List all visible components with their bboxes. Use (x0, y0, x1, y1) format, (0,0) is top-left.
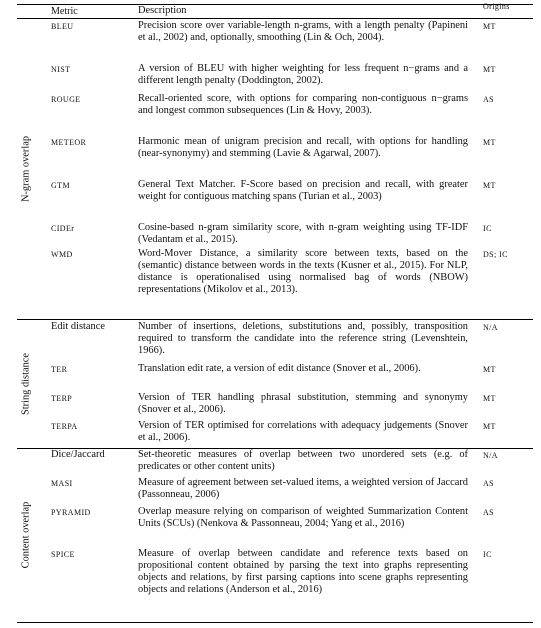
metric-origin: AS (483, 95, 495, 104)
group-label-ngram-overlap: N-gram overlap (20, 135, 32, 203)
metric-origin: MT (483, 365, 496, 374)
metric-origin: MT (483, 65, 496, 74)
metric-description: Overlap measure relying on comparison of weighted Summarization Content Units (SCUs) (Nenkova & Passonneau, 2004; Yang et al., 2016) (138, 506, 468, 529)
metric-name: BLEU (51, 22, 74, 31)
metric-origin: MT (483, 181, 496, 190)
metric-origin: N/A (483, 323, 498, 332)
metric-origin: IC (483, 550, 492, 559)
metric-description: General Text Matcher. F-Score based on precision and recall, with greater weight for contiguous matching spans (Turian et al., 2003) (138, 179, 468, 202)
metric-description: Measure of overlap between candidate and reference texts based on propositional content obtained by parsing the text into graphs representing objects and relations, by first parsing captions into scene graphs representing objects and relations (Anderson et al., 2016) (138, 548, 468, 595)
metric-origin: N/A (483, 451, 498, 460)
metric-name: Edit distance (51, 321, 105, 332)
header-metric: Metric (51, 6, 78, 17)
metric-description: Precision score over variable-length n-grams, with a length penalty (Papineni et al., 2002) and, optionally, smoothing (Lin & Och, 2004). (138, 20, 468, 43)
metric-description: Set-theoretic measures of overlap between two unordered sets (e.g. of predicates or other content units) (138, 449, 468, 472)
metric-description: Measure of agreement between set-valued items, a weighted version of Jaccard (Passonneau, 2006) (138, 477, 468, 500)
table-bottom-rule (17, 622, 533, 623)
metric-name: TERP (51, 394, 73, 403)
group-label-string-distance: String distance (20, 352, 32, 416)
metric-name: Dice/Jaccard (51, 449, 105, 460)
metric-name: METEOR (51, 138, 87, 147)
metric-origin: AS (483, 479, 495, 488)
metric-origin: AS (483, 508, 495, 517)
metric-origin: MT (483, 422, 496, 431)
metric-name: ROUGE (51, 95, 81, 104)
metric-name: PYRAMID (51, 508, 91, 517)
metric-description: Translation edit rate, a version of edit distance (Snover et al., 2006). (138, 363, 421, 374)
metric-name: WMD (51, 250, 73, 259)
metric-description: Version of TER optimised for correlations with adequacy judgements (Snover et al., 2006). (138, 420, 468, 443)
metric-name: TER (51, 365, 68, 374)
metric-name: SPICE (51, 550, 75, 559)
group-label-content-overlap: Content overlap (20, 501, 32, 569)
metric-description: Harmonic mean of unigram precision and recall, with options for handling (near-synonymy) and stemming (Lavie & Agarwal, 2007). (138, 136, 468, 159)
metric-description: Cosine-based n-gram similarity score, with n-gram weighting using TF-IDF (Vedantam et al., 2015). (138, 222, 468, 245)
header-origins: Origins (483, 2, 510, 11)
metric-description: Word-Mover Distance, a similarity score between texts, based on the (semantic) distance between words in the texts (Kusner et al., 2015). For NLP, distance is operationalised using normalised bag of words (NBOW) representations (Mikolov et al., 2013). (138, 248, 468, 295)
metric-description: Version of TER handling phrasal substitution, stemming and synonymy (Snover et al., 2006). (138, 392, 468, 415)
metric-name: GTM (51, 181, 70, 190)
header-rule (17, 18, 533, 19)
metric-origin: DS; IC (483, 250, 508, 259)
metric-origin: MT (483, 138, 496, 147)
metric-name: NIST (51, 65, 71, 74)
metric-origin: MT (483, 394, 496, 403)
section-rule (17, 319, 533, 320)
metric-description: Recall-oriented score, with options for comparing non-contiguous n−grams and longest common subsequences (Lin & Hovy, 2003). (138, 93, 468, 116)
metric-description: A version of BLEU with higher weighting for less frequent n−grams and a different length penalty (Doddington, 2002). (138, 63, 468, 86)
metric-origin: IC (483, 224, 492, 233)
header-description: Description (138, 5, 187, 16)
metric-name: TERPA (51, 422, 78, 431)
metric-origin: MT (483, 22, 496, 31)
metric-name: CIDEr (51, 224, 75, 233)
metric-description: Number of insertions, deletions, substitutions and, possibly, transposition required to transform the candidate into the reference string (Levenshtein, 1966). (138, 321, 468, 356)
metric-name: MASI (51, 479, 73, 488)
